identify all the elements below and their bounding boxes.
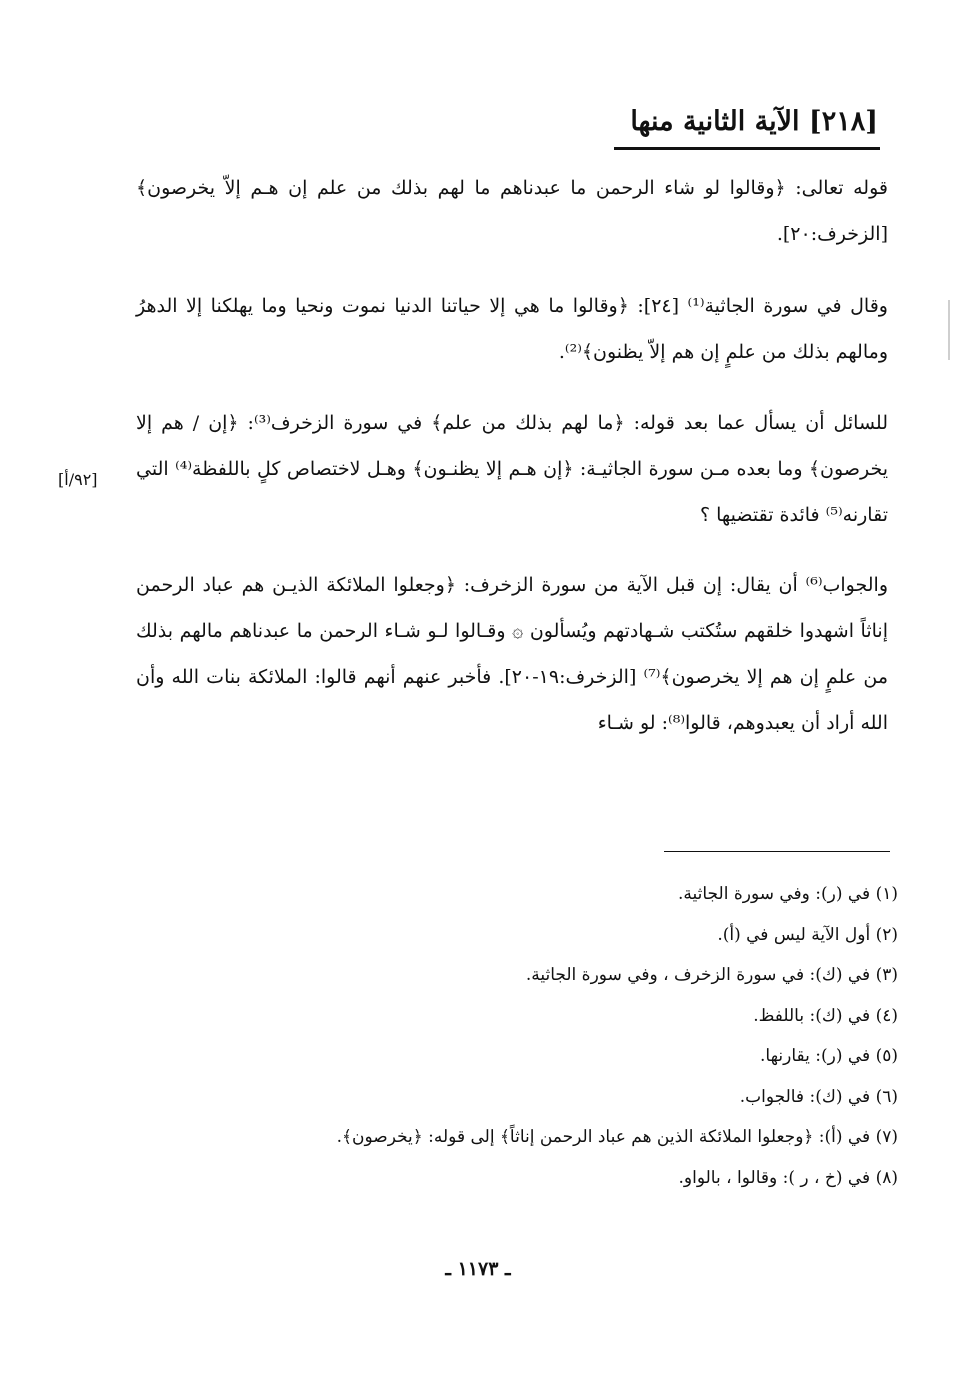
footnote-1: (١) في (ر): وفي سورة الجاثية. [677,884,898,904]
footnote-8: (٨) في (خ ، ر ): وقالوا ، بالواو. [678,1167,898,1188]
footnote-4: (٤) في (ك): باللفظ. [753,1005,898,1026]
body-paragraph-2: وقال في سورة الجاثية⁽¹⁾ [٢٤]: ﴿وقالوا ما هي إلا حياتنا الدنيا نموت ونحيا وما يهلكنا إلا الدهرُ ومالهم بذلك من علمٍ إن هم إلاّ يظنون﴾⁽²⁾. [136,295,888,363]
footnote-6: (٦) في (ك): فالجواب. [739,1086,898,1107]
page-number: ـ ١١٧٣ ـ [445,1258,511,1280]
scan-edge-mark [948,300,950,360]
body-paragraph-3: للسائل أن يسأل عما بعد قوله: ﴿ما لهم بذلك من علم﴾ في سورة الزخرف⁽³⁾: ﴿إن / هم إلا يخرصون﴾ وما بعده مـن سورة الجاثيـة: ﴿إن هـم إلا يظنـون﴾ وهـل لاختصاص كلٍ باللفظة⁽⁴⁾ التي تقارنه⁽⁵⁾ فائدة تقتضيها ؟ [136,412,888,526]
footnote-3: (٣) في (ك): في سورة الزخرف ، وفي سورة الجاثية. [525,965,898,985]
body-paragraph-4: والجواب⁽⁶⁾ أن يقال: إن قبل الآية من سورة الزخرف: ﴿وجعلوا الملائكة الذيـن هم عباد الرحمن إناثاً اشهدوا خلقهم ستُكتب شـهادتهم ويُسألون ۞ وقـالوا لـو شـاء الرحمن ما عبدناهم مالهم بذلك من علمٍ إن هم إلا يخرصون﴾⁽⁷⁾ [الزخرف:١٩-٢٠]. فأخبر عنهم أنهم قالوا: الملائكة بنات الله وأن الله أراد أن يعبدوهم، قالوا⁽⁸⁾: لو شـاء [136,574,888,734]
section-heading: [٢١٨] الآية الثانية منها [630,106,878,137]
footnote-separator [664,851,890,852]
body-paragraph-1: قوله تعالى: ﴿وقالوا لو شاء الرحمن ما عبدناهم ما لهم بذلك من علم إن هـم إلاّ يخرصون﴾ [الزخرف:٢٠]. [136,177,888,245]
footnotes-list [158,874,898,1198]
footnote-7: (٧) في (أ): ﴿وجعلوا الملائكة الذين هم عباد الرحمن إناثاً﴾ إلى قوله: ﴿يخرصون﴾. [336,1127,898,1147]
footnote-2: (٢) أول الآية ليس في (أ). [717,924,898,945]
footnote-5: (٥) في (ر): يقارنها. [760,1046,898,1066]
manuscript-folio-reference: [٩٢/أ] [58,470,98,489]
heading-underline [614,147,880,150]
